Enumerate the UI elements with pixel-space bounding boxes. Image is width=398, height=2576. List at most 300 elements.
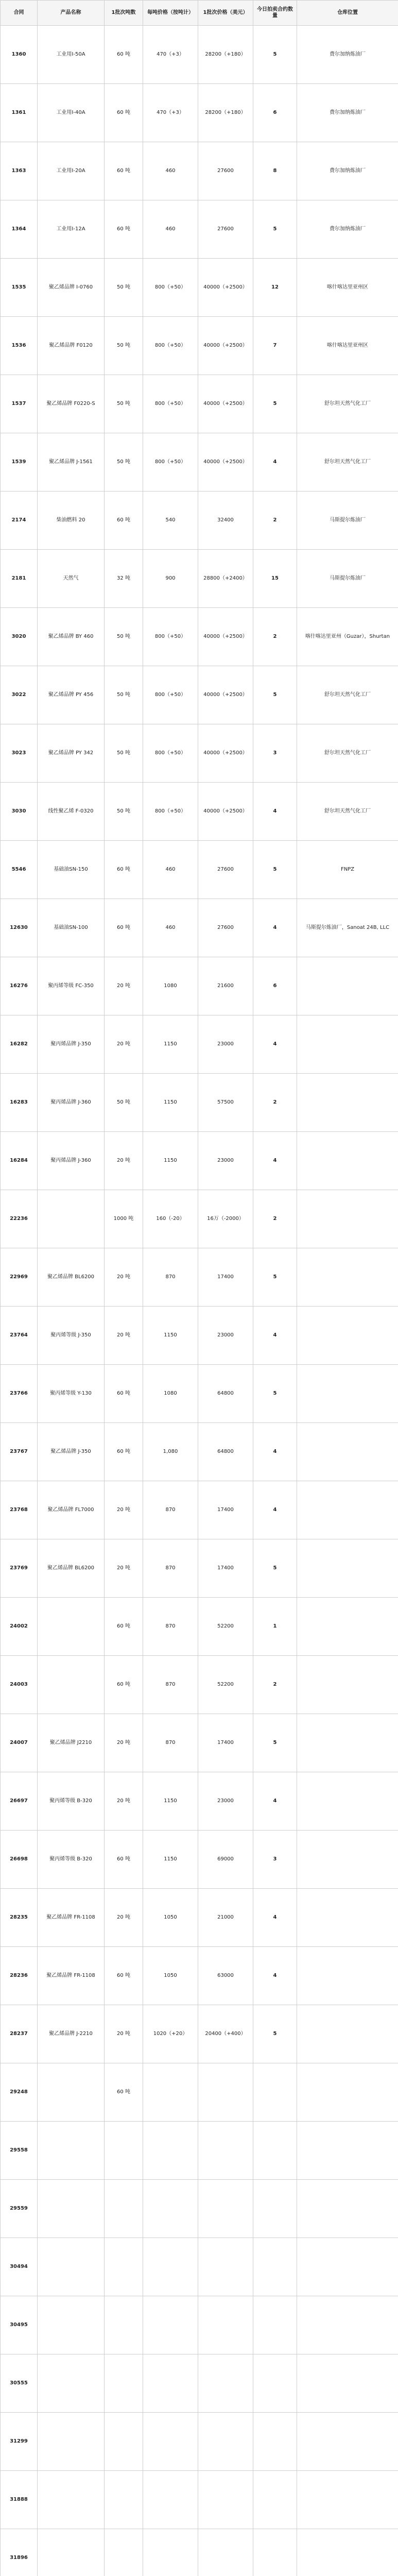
cell-lot-tonnage: 50 吨 [105,433,143,492]
cell-price-per-ton: 870 [143,1714,198,1772]
table-row [1,317,398,375]
cell-lot-tonnage [105,2413,143,2471]
cell-contract: 1539 [1,433,38,492]
cell-warehouse [297,2122,398,2180]
cell-contract-count [253,2296,297,2354]
cell-contract: 23768 [1,1481,38,1539]
table-row [1,1772,398,1831]
cell-contract-count: 4 [253,1889,297,1947]
cell-product: 线性聚乙烯 F-0320 [38,783,105,841]
cell-lot-price: 23000 [198,1772,253,1831]
cell-price-per-ton [143,2180,198,2238]
cell-lot-tonnage: 60 吨 [105,492,143,550]
cell-product: 工业用I-50A [38,26,105,84]
cell-product: 基础油SN-100 [38,899,105,957]
cell-lot-tonnage: 50 吨 [105,724,143,783]
cell-lot-tonnage: 60 吨 [105,841,143,899]
cell-price-per-ton: 540 [143,492,198,550]
cell-price-per-ton: 1050 [143,1889,198,1947]
table-row [1,2471,398,2529]
cell-price-per-ton: 460 [143,899,198,957]
cell-lot-price: 57500 [198,1074,253,1132]
cell-lot-tonnage: 50 吨 [105,783,143,841]
cell-contract-count: 2 [253,608,297,666]
cell-contract: 1536 [1,317,38,375]
cell-product: 聚乙烯品牌 BL6200 [38,1248,105,1307]
cell-price-per-ton [143,2413,198,2471]
table-row [1,2529,398,2576]
cell-price-per-ton [143,2063,198,2122]
table-row [1,841,398,899]
cell-lot-tonnage [105,2471,143,2529]
cell-lot-price: 40000（+2500） [198,724,253,783]
cell-product [38,1190,105,1248]
cell-lot-tonnage: 1000 吨 [105,1190,143,1248]
cell-contract: 1364 [1,200,38,259]
cell-warehouse [297,2296,398,2354]
cell-price-per-ton: 1080 [143,957,198,1015]
cell-product [38,2413,105,2471]
cell-lot-tonnage [105,2354,143,2413]
cell-warehouse [297,1074,398,1132]
cell-contract-count: 15 [253,550,297,608]
cell-product: 工业用I-12A [38,200,105,259]
cell-contract: 3022 [1,666,38,724]
table-row [1,1831,398,1889]
cell-contract-count: 4 [253,783,297,841]
cell-lot-tonnage: 50 吨 [105,608,143,666]
cell-lot-price: 40000（+2500） [198,375,253,433]
cell-lot-price: 52200 [198,1598,253,1656]
cell-product [38,1598,105,1656]
cell-lot-tonnage: 20 吨 [105,1248,143,1307]
cell-price-per-ton: 1050 [143,1947,198,2005]
cell-lot-price [198,2238,253,2296]
cell-product: 工业用I-40A [38,84,105,142]
cell-lot-price: 69000 [198,1831,253,1889]
cell-lot-price: 16万（-2000） [198,1190,253,1248]
cell-warehouse [297,1772,398,1831]
cell-warehouse: 费尔加纳炼油厂 [297,200,398,259]
cell-warehouse [297,1947,398,2005]
table-row [1,142,398,200]
cell-contract: 2181 [1,550,38,608]
cell-warehouse [297,1365,398,1423]
cell-contract-count: 4 [253,433,297,492]
cell-price-per-ton: 1150 [143,1307,198,1365]
cell-product: 聚丙烯等级 Y-130 [38,1365,105,1423]
cell-lot-tonnage: 20 吨 [105,1714,143,1772]
cell-product [38,2238,105,2296]
cell-product: 基础油SN-150 [38,841,105,899]
cell-contract-count: 5 [253,375,297,433]
cell-contract-count [253,2238,297,2296]
cell-contract: 1537 [1,375,38,433]
header-product: 产品名称 [38,1,105,26]
cell-contract: 28235 [1,1889,38,1947]
cell-lot-tonnage: 60 吨 [105,200,143,259]
cell-product: 聚丙烯等级 J-350 [38,1307,105,1365]
cell-contract-count: 4 [253,1772,297,1831]
cell-price-per-ton: 800（+50） [143,433,198,492]
cell-lot-price: 32400 [198,492,253,550]
table-row [1,2180,398,2238]
cell-lot-price: 40000（+2500） [198,259,253,317]
cell-lot-price: 17400 [198,1248,253,1307]
cell-contract: 5546 [1,841,38,899]
cell-price-per-ton: 900 [143,550,198,608]
cell-contract-count: 4 [253,1481,297,1539]
cell-warehouse [297,1248,398,1307]
cell-lot-tonnage: 60 吨 [105,1831,143,1889]
table-row [1,1656,398,1714]
cell-lot-price [198,2354,253,2413]
cell-price-per-ton [143,2122,198,2180]
cell-lot-price [198,2529,253,2576]
cell-lot-price [198,2122,253,2180]
table-row [1,2238,398,2296]
cell-product: 聚乙烯品牌 J-350 [38,1423,105,1481]
cell-lot-price: 40000（+2500） [198,433,253,492]
table-body [1,26,398,2576]
cell-contract-count [253,2354,297,2413]
cell-contract-count: 6 [253,957,297,1015]
cell-lot-tonnage: 50 吨 [105,1074,143,1132]
cell-contract: 24002 [1,1598,38,1656]
cell-contract-count: 2 [253,1656,297,1714]
cell-product: 聚乙烯品牌 BY 460 [38,608,105,666]
cell-price-per-ton: 460 [143,841,198,899]
cell-contract: 24007 [1,1714,38,1772]
table-row [1,1539,398,1598]
cell-contract: 30495 [1,2296,38,2354]
cell-lot-tonnage: 20 吨 [105,957,143,1015]
cell-lot-tonnage: 60 吨 [105,1598,143,1656]
cell-product: 柴油燃料 20 [38,492,105,550]
cell-lot-tonnage: 50 吨 [105,259,143,317]
cell-contract: 3020 [1,608,38,666]
header-lot-price: 1批次价格（美元） [198,1,253,26]
cell-contract-count: 2 [253,492,297,550]
cell-product [38,1656,105,1714]
cell-lot-price [198,2296,253,2354]
cell-price-per-ton [143,2529,198,2576]
cell-price-per-ton [143,2296,198,2354]
table-row [1,1132,398,1190]
cell-contract-count: 5 [253,1539,297,1598]
cell-lot-tonnage: 50 吨 [105,317,143,375]
cell-contract-count: 5 [253,841,297,899]
cell-warehouse [297,1015,398,1074]
cell-contract-count: 5 [253,1365,297,1423]
cell-warehouse [297,1481,398,1539]
cell-contract-count: 5 [253,1248,297,1307]
cell-price-per-ton: 870 [143,1539,198,1598]
cell-contract-count: 5 [253,1714,297,1772]
cell-price-per-ton: 460 [143,142,198,200]
cell-product: 聚乙烯品牌 FR-1108 [38,1947,105,2005]
cell-contract-count [253,2180,297,2238]
cell-contract-count: 8 [253,142,297,200]
cell-lot-tonnage: 50 吨 [105,375,143,433]
cell-lot-tonnage: 32 吨 [105,550,143,608]
cell-warehouse [297,1598,398,1656]
table-row [1,2354,398,2413]
cell-lot-tonnage: 20 吨 [105,2005,143,2063]
table-row [1,550,398,608]
cell-price-per-ton: 1,080 [143,1423,198,1481]
cell-contract-count [253,2413,297,2471]
cell-warehouse: 喀什喀达里亚州区 [297,259,398,317]
cell-contract-count: 4 [253,1015,297,1074]
cell-product: 聚丙烯品牌 J-360 [38,1074,105,1132]
cell-price-per-ton: 870 [143,1656,198,1714]
cell-product: 天然气 [38,550,105,608]
cell-contract-count: 5 [253,200,297,259]
cell-product: 聚丙烯品牌 J-350 [38,1015,105,1074]
table-row [1,1015,398,1074]
cell-contract: 29559 [1,2180,38,2238]
cell-lot-tonnage: 60 吨 [105,26,143,84]
cell-contract: 1363 [1,142,38,200]
cell-price-per-ton: 800（+50） [143,375,198,433]
cell-contract-count: 12 [253,259,297,317]
cell-warehouse [297,2063,398,2122]
cell-warehouse: 喀什喀达里亚州区 [297,317,398,375]
cell-warehouse [297,1831,398,1889]
cell-product [38,2122,105,2180]
table-row [1,1365,398,1423]
cell-lot-price: 40000（+2500） [198,666,253,724]
cell-lot-price [198,2180,253,2238]
cell-contract: 16276 [1,957,38,1015]
cell-warehouse [297,2005,398,2063]
header-warehouse: 仓库位置 [297,1,398,26]
cell-warehouse: 舒尔坦天然气化工厂 [297,724,398,783]
cell-warehouse: 马斯提尔炼油厂，Sanoat 24B, LLC [297,899,398,957]
table-row [1,259,398,317]
table-row [1,2413,398,2471]
table-row [1,2296,398,2354]
cell-contract: 3023 [1,724,38,783]
table-row [1,1481,398,1539]
cell-warehouse: 费尔加纳炼油厂 [297,84,398,142]
cell-warehouse [297,1132,398,1190]
cell-product: 聚乙烯品牌 FR-1108 [38,1889,105,1947]
cell-lot-price: 64800 [198,1365,253,1423]
table-header-row [1,1,398,26]
table-row [1,492,398,550]
cell-contract-count: 5 [253,26,297,84]
cell-lot-price: 21600 [198,957,253,1015]
cell-lot-price: 40000（+2500） [198,317,253,375]
cell-contract: 12630 [1,899,38,957]
cell-contract-count: 2 [253,1190,297,1248]
table-row [1,2063,398,2122]
cell-lot-tonnage: 20 吨 [105,1481,143,1539]
cell-product: 聚丙烯等级 B-320 [38,1831,105,1889]
cell-warehouse [297,2413,398,2471]
cell-price-per-ton: 800（+50） [143,783,198,841]
cell-contract: 22236 [1,1190,38,1248]
cell-warehouse: 费尔加纳炼油厂 [297,26,398,84]
header-contract: 合同 [1,1,38,26]
cell-contract: 23766 [1,1365,38,1423]
cell-price-per-ton: 160（-20） [143,1190,198,1248]
cell-product [38,2063,105,2122]
cell-contract: 24003 [1,1656,38,1714]
table-row [1,1947,398,2005]
cell-contract: 23769 [1,1539,38,1598]
cell-contract: 23767 [1,1423,38,1481]
cell-contract-count: 3 [253,724,297,783]
table-row [1,1190,398,1248]
table-row [1,26,398,84]
cell-lot-price: 17400 [198,1714,253,1772]
cell-lot-tonnage: 60 吨 [105,899,143,957]
cell-product: 聚丙烯等级 B-320 [38,1772,105,1831]
cell-product: 聚丙烯品牌 J-360 [38,1132,105,1190]
cell-product: 聚乙烯品牌 F0120 [38,317,105,375]
cell-warehouse [297,1307,398,1365]
table-row [1,1714,398,1772]
cell-product: 聚丙烯等级 FC-350 [38,957,105,1015]
cell-lot-price: 64800 [198,1423,253,1481]
cell-lot-tonnage: 60 吨 [105,1365,143,1423]
cell-product: 聚乙烯品牌 FL7000 [38,1481,105,1539]
cell-contract-count: 2 [253,1074,297,1132]
cell-price-per-ton: 800（+50） [143,317,198,375]
cell-contract-count [253,2122,297,2180]
table-row [1,433,398,492]
cell-contract-count: 4 [253,1423,297,1481]
cell-product: 聚乙烯品牌 I-0760 [38,259,105,317]
cell-contract: 31299 [1,2413,38,2471]
cell-contract-count: 1 [253,1598,297,1656]
cell-price-per-ton: 800（+50） [143,724,198,783]
cell-warehouse [297,1190,398,1248]
cell-lot-price: 23000 [198,1307,253,1365]
cell-contract-count: 7 [253,317,297,375]
cell-warehouse [297,2354,398,2413]
cell-lot-price: 20400（+400） [198,2005,253,2063]
table-row [1,1248,398,1307]
cell-lot-tonnage [105,2529,143,2576]
cell-lot-price: 28200（+180） [198,26,253,84]
cell-warehouse [297,2471,398,2529]
cell-contract-count: 4 [253,1947,297,2005]
cell-warehouse [297,2180,398,2238]
cell-warehouse: 费尔加纳炼油厂 [297,142,398,200]
cell-lot-tonnage: 60 吨 [105,2063,143,2122]
cell-price-per-ton: 1150 [143,1772,198,1831]
cell-price-per-ton: 1020（+20） [143,2005,198,2063]
table-row [1,899,398,957]
header-price-per-ton: 每吨价格（按吨计） [143,1,198,26]
cell-lot-price [198,2471,253,2529]
cell-product: 聚乙烯品牌 J-1561 [38,433,105,492]
cell-product: 聚乙烯品牌 BL6200 [38,1539,105,1598]
cell-warehouse [297,2529,398,2576]
cell-contract-count [253,2471,297,2529]
cell-product: 聚乙烯品牌 PY 342 [38,724,105,783]
table-row [1,608,398,666]
cell-lot-tonnage: 20 吨 [105,1132,143,1190]
cell-price-per-ton: 460 [143,200,198,259]
cell-product [38,2529,105,2576]
cell-lot-tonnage: 50 吨 [105,666,143,724]
cell-contract: 26697 [1,1772,38,1831]
cell-contract-count: 5 [253,2005,297,2063]
cell-contract: 31888 [1,2471,38,2529]
cell-contract-count: 5 [253,666,297,724]
cell-product [38,2180,105,2238]
cell-warehouse [297,1539,398,1598]
cell-lot-price [198,2063,253,2122]
table-row [1,1598,398,1656]
cell-price-per-ton: 800（+50） [143,666,198,724]
cell-lot-price: 23000 [198,1015,253,1074]
cell-lot-tonnage: 20 吨 [105,1889,143,1947]
cell-price-per-ton [143,2354,198,2413]
cell-lot-price: 27600 [198,841,253,899]
cell-lot-tonnage: 60 吨 [105,1423,143,1481]
cell-warehouse [297,1423,398,1481]
cell-lot-tonnage: 20 吨 [105,1772,143,1831]
cell-contract-count: 6 [253,84,297,142]
cell-price-per-ton: 800（+50） [143,259,198,317]
cell-price-per-ton: 1080 [143,1365,198,1423]
cell-contract: 29248 [1,2063,38,2122]
cell-warehouse [297,957,398,1015]
cell-product: 聚乙烯品牌 J-2210 [38,2005,105,2063]
cell-warehouse: 马斯提尔炼油厂 [297,550,398,608]
cell-contract: 1361 [1,84,38,142]
cell-contract: 30555 [1,2354,38,2413]
cell-price-per-ton: 470（+3） [143,84,198,142]
table-row [1,2122,398,2180]
cell-lot-tonnage: 20 吨 [105,1539,143,1598]
cell-lot-tonnage: 60 吨 [105,1947,143,2005]
cell-contract: 2174 [1,492,38,550]
cell-contract: 28236 [1,1947,38,2005]
cell-lot-price: 23000 [198,1132,253,1190]
cell-lot-price: 27600 [198,899,253,957]
cell-lot-tonnage [105,2122,143,2180]
cell-contract-count: 3 [253,1831,297,1889]
cell-contract: 16282 [1,1015,38,1074]
cell-contract: 3030 [1,783,38,841]
cell-contract: 28237 [1,2005,38,2063]
table-row [1,957,398,1015]
cell-price-per-ton [143,2471,198,2529]
cell-contract-count [253,2063,297,2122]
cell-lot-tonnage [105,2180,143,2238]
cell-contract: 30494 [1,2238,38,2296]
table-row [1,666,398,724]
cell-price-per-ton: 1150 [143,1015,198,1074]
table-row [1,200,398,259]
cell-contract: 22969 [1,1248,38,1307]
cell-price-per-ton: 1150 [143,1132,198,1190]
cell-warehouse: 舒尔坦天然气化工厂 [297,433,398,492]
cell-price-per-ton: 1150 [143,1831,198,1889]
cell-product [38,2354,105,2413]
cell-lot-tonnage: 60 吨 [105,1656,143,1714]
cell-contract: 1535 [1,259,38,317]
cell-lot-tonnage: 60 吨 [105,84,143,142]
table-row [1,2005,398,2063]
